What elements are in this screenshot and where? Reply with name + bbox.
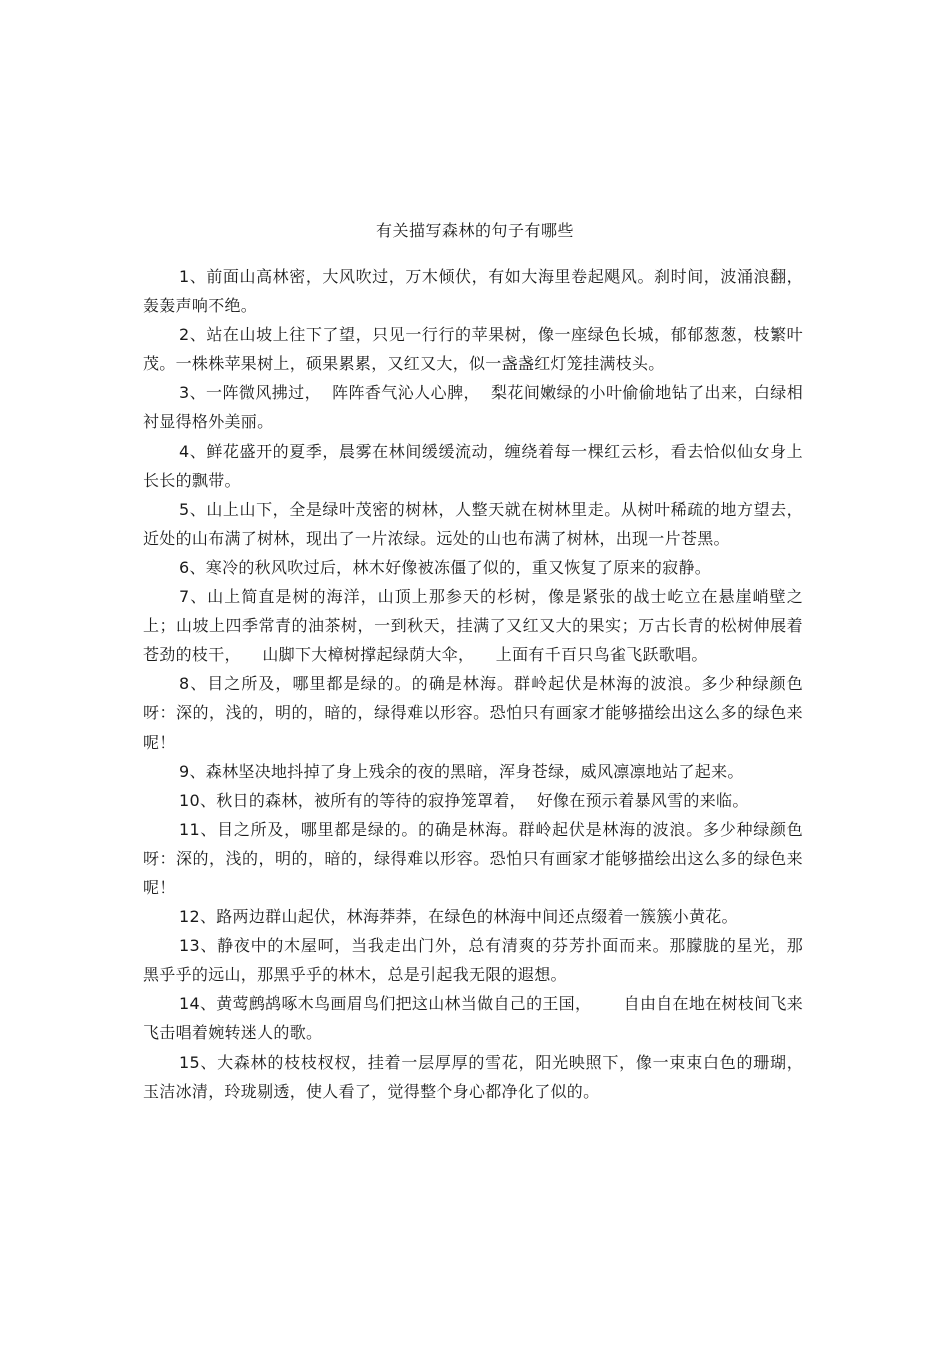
paragraph-6: 6、寒冷的秋风吹过后，林木好像被冻僵了似的，重又恢复了原来的寂静。 (179, 557, 712, 577)
paragraph-8: 8、目之所及，哪里都是绿的。的确是林海。群岭起伏是林海的波浪。多少种绿颜色呀：深的，浅的，明的，暗的，绿得难以形容。恐怕只有画家才能够描绘出这么多的绿色来呢！ (143, 674, 803, 752)
paragraph-2: 2、站在山坡上往下了望，只见一行行的苹果树，像一座绿色长城，郁郁葱葱，枝繁叶茂。一株株苹果树上，硕果累累，又红又大，似一盏盏红灯笼挂满枝头。 (143, 325, 803, 374)
paragraph-7: 7、山上简直是树的海洋，山顶上那参天的杉树，像是紧张的战士屹立在悬崖峭壁之上；山坡上四季常青的油茶树，一到秋天，挂满了又红又大的果实；万古长青的松树伸展着苍劲的枝干， 山脚下大樟树撑起绿荫大伞， 上面有千百只鸟雀飞跃歌唱。 (143, 587, 803, 665)
paragraph-15: 15、大森林的枝枝杈杈，挂着一层厚厚的雪花，阳光映照下，像一束束白色的珊瑚，玉洁冰清，玲珑剔透，使人看了，觉得整个身心都净化了似的。 (143, 1052, 803, 1101)
paragraph-11: 11、目之所及，哪里都是绿的。的确是林海。群岭起伏是林海的波浪。多少种绿颜色呀：深的，浅的，明的，暗的，绿得难以形容。恐怕只有画家才能够描绘出这么多的绿色来呢！ (143, 819, 803, 897)
document-body (143, 262, 803, 1106)
paragraph-4: 4、鲜花盛开的夏季，晨雾在林间缓缓流动，缠绕着每一棵红云杉，看去恰似仙女身上长长的飘带。 (143, 441, 803, 490)
paragraph-1: 1、前面山高林密，大风吹过，万木倾伏，有如大海里卷起飓风。刹时间，波涌浪翻，轰轰声响不绝。 (143, 267, 803, 316)
paragraph-10: 10、秋日的森林，被所有的等待的寂挣笼罩着， 好像在预示着暴风雪的来临。 (179, 790, 749, 810)
paragraph-3: 3、一阵微风拂过， 阵阵香气沁人心脾， 梨花间嫩绿的小叶偷偷地钻了出来，白绿相衬显得格外美丽。 (143, 383, 803, 432)
document-title: 有关描写森林的句子有哪些 (375, 221, 574, 240)
paragraph-5: 5、山上山下，全是绿叶茂密的树林，人整天就在树林里走。从树叶稀疏的地方望去，近处的山布满了树林，现出了一片浓绿。远处的山也布满了树林，出现一片苍黑。 (143, 499, 803, 548)
paragraph-13: 13、静夜中的木屋呵，当我走出门外，总有清爽的芬芳扑面而来。那朦胧的星光，那黑乎乎的远山，那黑乎乎的林木，总是引起我无限的遐想。 (143, 936, 803, 985)
paragraph-12: 12、路两边群山起伏，林海莽莽，在绿色的林海中间还点缀着一簇簇小黄花。 (179, 907, 738, 927)
paragraph-9: 9、森林坚决地抖掉了身上残余的夜的黑暗，浑身苍绿，威风凛凛地站了起来。 (179, 761, 744, 781)
paragraph-14: 14、黄莺鹧鸪啄木鸟画眉鸟们把这山林当做自己的王国， 自由自在地在树枝间飞来飞击唱着婉转迷人的歌。 (143, 994, 803, 1043)
